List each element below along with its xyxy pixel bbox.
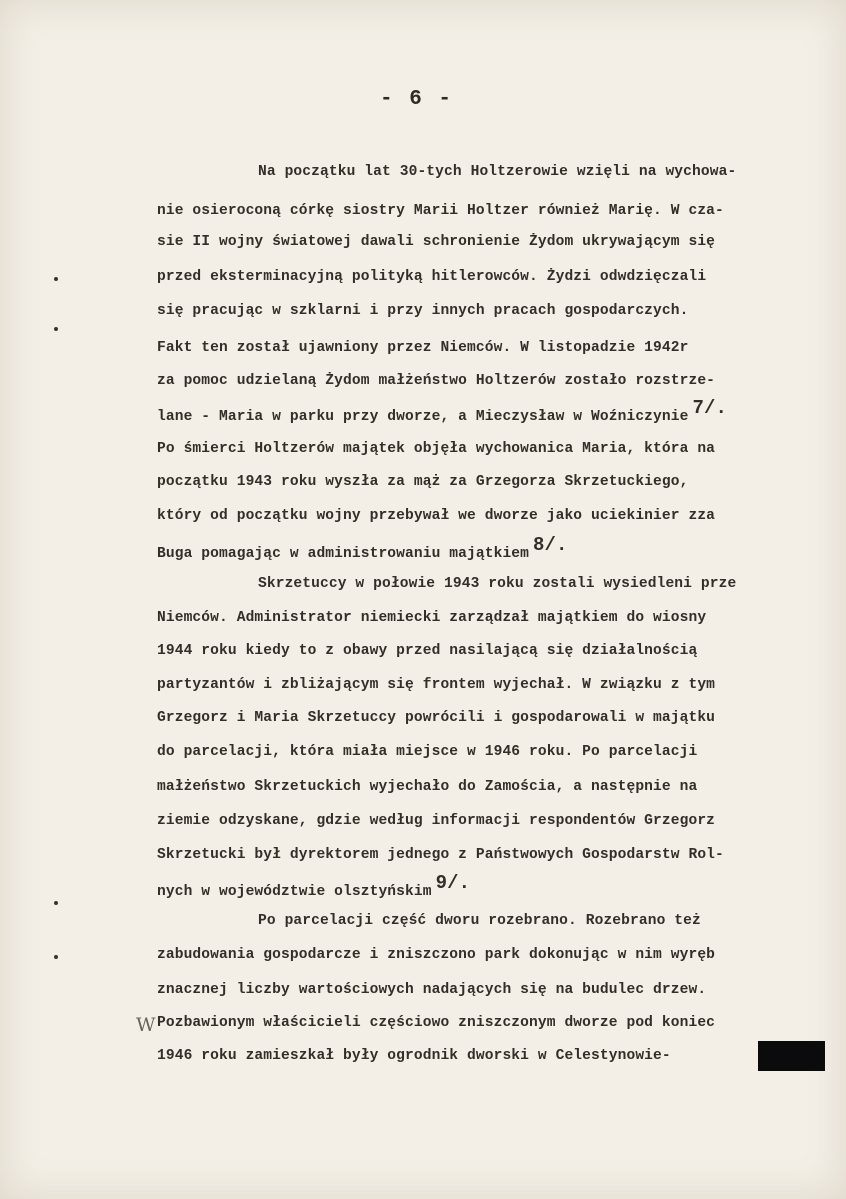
text-line: do parcelacji, która miała miejsce w 1946 roku. Po parcelacji	[157, 744, 698, 760]
footnote-reference: 7/.	[692, 397, 727, 419]
text-line	[157, 534, 568, 563]
text-line: który od początku wojny przebywał we dworze jako uciekinier zza	[157, 508, 716, 524]
binder-hole-mark	[54, 327, 58, 331]
text-line: ziemie odzyskane, gdzie według informacji respondentów Grzegorz	[157, 813, 716, 829]
text-line: Skrzetucki był dyrektorem jednego z Państwowych Gospodarstw Rol-	[157, 847, 724, 863]
text-line-content: lane - Maria w parku przy dworze, a Mieczysław w Woźniczynie	[157, 409, 689, 425]
binder-hole-mark	[54, 901, 58, 905]
page-number: - 6 -	[380, 88, 454, 111]
text-line: początku 1943 roku wyszła za mąż za Grzegorza Skrzetuckiego,	[157, 474, 689, 490]
text-line: Po parcelacji część dworu rozebrano. Rozebrano też	[258, 913, 701, 929]
binder-hole-mark	[54, 277, 58, 281]
footnote-reference: 9/.	[435, 872, 471, 894]
text-line	[157, 397, 727, 426]
text-line-content: nych w województwie olsztyńskim	[157, 884, 432, 900]
text-line: znacznej liczby wartościowych nadających się na budulec drzew.	[157, 982, 707, 998]
text-line	[157, 872, 471, 901]
redaction-bar	[758, 1041, 825, 1071]
binder-hole-mark	[54, 955, 58, 959]
margin-annotation: W	[136, 1014, 156, 1036]
text-line: Na początku lat 30-tych Holtzerowie wzięli na wychowa-	[258, 164, 737, 180]
text-line: 1944 roku kiedy to z obawy przed nasilającą się działalnością	[157, 643, 698, 659]
text-line: 1946 roku zamieszkał były ogrodnik dworski w Celestynowie-	[157, 1048, 671, 1064]
text-line: za pomoc udzielaną Żydom małżeństwo Holtzerów zostało rozstrze-	[157, 373, 716, 389]
text-line: partyzantów i zbliżającym się frontem wyjechał. W związku z tym	[157, 677, 716, 693]
text-line: Niemców. Administrator niemiecki zarządzał majątkiem do wiosny	[157, 610, 707, 626]
text-line: Po śmierci Holtzerów majątek objęła wychowanica Maria, która na	[157, 441, 716, 457]
text-line: Pozbawionym właścicieli częściowo zniszczonym dworze pod koniec	[157, 1015, 716, 1031]
text-line: Skrzetuccy w połowie 1943 roku zostali wysiedleni prze	[258, 576, 737, 592]
text-line: nie osieroconą córkę siostry Marii Holtzer również Marię. W cza-	[157, 203, 724, 219]
text-line: się pracując w szklarni i przy innych pracach gospodarczych.	[157, 303, 689, 319]
footnote-reference: 8/.	[533, 534, 568, 556]
text-line: przed eksterminacyjną polityką hitlerowców. Żydzi odwdzięczali	[157, 269, 707, 285]
text-line-content: Buga pomagając w administrowaniu majątkiem	[157, 546, 530, 562]
text-line: Grzegorz i Maria Skrzetuccy powrócili i gospodarowali w majątku	[157, 710, 716, 726]
text-line: małżeństwo Skrzetuckich wyjechało do Zamościa, a następnie na	[157, 779, 698, 795]
text-line: Fakt ten został ujawniony przez Niemców. W listopadzie 1942r	[157, 340, 689, 356]
text-line: sie II wojny światowej dawali schronienie Żydom ukrywającym się	[157, 234, 716, 250]
text-line: zabudowania gospodarcze i zniszczono park dokonując w nim wyręb	[157, 947, 716, 963]
